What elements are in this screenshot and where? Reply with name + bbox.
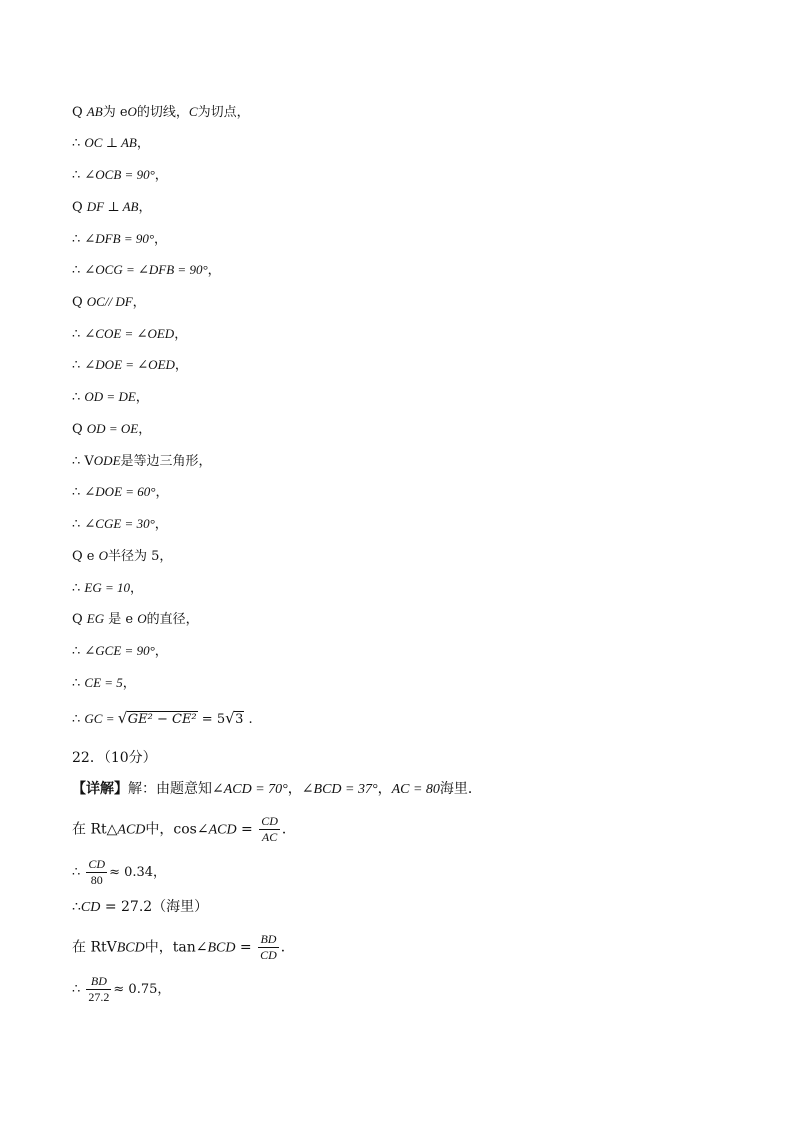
gc-formula-line: ∴ GC = √ GE² − CE² = 5 √ 3 . <box>72 709 253 727</box>
proof-line-5: ∴ ∠DFB = 90°， <box>72 231 168 247</box>
fraction-bd-27-2: $\frac{BD}{27.2}$ <box>88 974 110 1004</box>
fraction-cd-80: $\frac{CD}{80}$ <box>88 857 106 887</box>
proof-line-12: ∴ VODE是等边三角形， <box>72 453 212 469</box>
section-number: 22．（10分） <box>72 750 157 766</box>
proof-line-1: Q AB为 eO的切线，C为切点， <box>72 104 250 120</box>
cd-value-line: ∴CD = 27.2（海里） <box>72 899 209 915</box>
proof-line-2: ∴ OC ⊥ AB， <box>72 135 150 151</box>
proof-line-19: ∴ CE = 5， <box>72 675 136 691</box>
sqrt-radical: √ GE² − CE² <box>117 709 197 727</box>
proof-line-11: Q OD = OE， <box>72 421 152 437</box>
proof-line-18: ∴ ∠GCE = 90°， <box>72 643 168 659</box>
ratio-line-1: ∴ $\frac{CD}{80}$ ≈ 0.34， <box>72 857 167 887</box>
proof-line-14: ∴ ∠CGE = 30°， <box>72 516 168 532</box>
proof-line-16: ∴ EG = 10， <box>72 580 144 596</box>
detail-label: 【详解】 <box>72 781 128 797</box>
proof-line-17: Q EG 是 e O的直径， <box>72 611 199 627</box>
sqrt-root-3: √ 3 <box>225 709 244 727</box>
proof-line-4: Q DF ⊥ AB， <box>72 199 152 215</box>
proof-line-8: ∴ ∠COE = ∠OED， <box>72 326 188 342</box>
ratio-line-2: ∴ $\frac{BD}{27.2}$ ≈ 0.75， <box>72 974 171 1004</box>
proof-line-9: ∴ ∠DOE = ∠OED， <box>72 357 188 373</box>
proof-line-13: ∴ ∠DOE = 60°， <box>72 484 169 500</box>
proof-line-10: ∴ OD = DE， <box>72 389 149 405</box>
proof-line-3: ∴ ∠OCB = 90°， <box>72 167 168 183</box>
rt-bcd-line: 在 RtVBCD中，tan∠BCD = $\frac{BD}{CD}$ ． <box>72 932 295 962</box>
fraction-bd-cd: $\frac{BD}{CD}$ <box>260 932 277 962</box>
proof-line-15: Q e O半径为 5， <box>72 548 173 564</box>
proof-line-7: Q OC// DF， <box>72 294 146 310</box>
rt-acd-line: 在 Rt△ACD中，cos∠ACD = $\frac{CD}{AC}$ ． <box>72 814 296 844</box>
proof-line-6: ∴ ∠OCG = ∠DFB = 90°， <box>72 262 221 278</box>
fraction-cd-ac: $\frac{CD}{AC}$ <box>261 814 278 844</box>
detail-line: 【详解】解：由题意知∠ACD = 70°，∠BCD = 37°，AC = 80海里． <box>72 781 482 797</box>
